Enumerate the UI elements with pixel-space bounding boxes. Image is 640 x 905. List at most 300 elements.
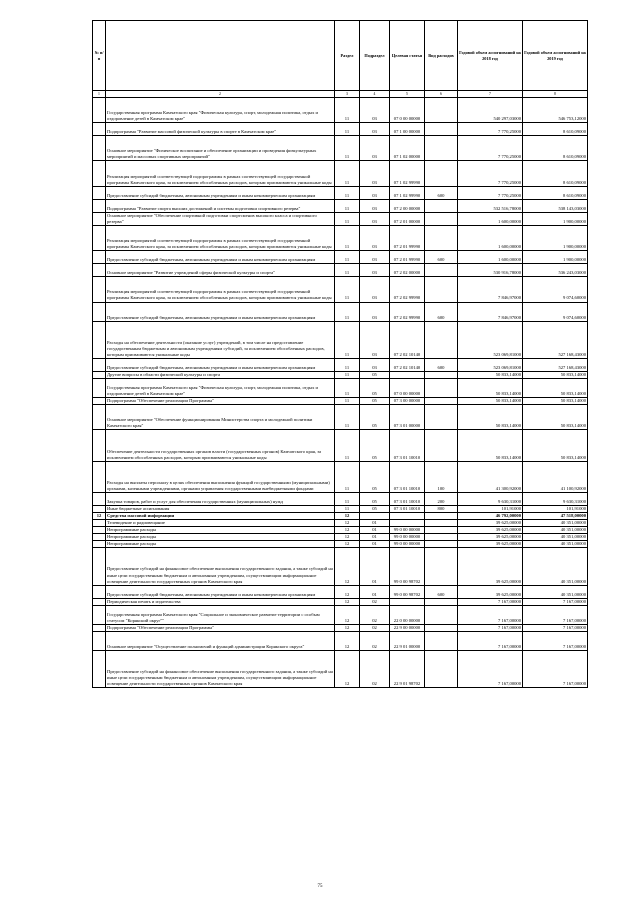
row-razdel: 11 — [335, 98, 360, 123]
row-podrazdel: 01 — [360, 520, 390, 527]
row-amount-2018: 7 167,00000 — [458, 624, 523, 631]
table-row — [93, 534, 588, 541]
table-row — [93, 136, 588, 161]
row-amount-2018: 1 600,00000 — [458, 251, 523, 264]
row-amount-2019: 8 610,09000 — [523, 123, 588, 136]
row-number — [93, 251, 106, 264]
row-amount-2018: 7 770,25000 — [458, 123, 523, 136]
header-2018: Годовой объем ассигнований на 2018 год — [458, 21, 523, 91]
table-row — [93, 186, 588, 199]
row-vr — [425, 123, 458, 136]
row-amount-2019: 40 351,00000 — [523, 534, 588, 541]
row-name: Предоставление субсидий бюджетным, автономным учреждениям и иным некоммерческим организациям — [106, 186, 335, 199]
row-podrazdel: 03 — [360, 264, 390, 277]
row-vr — [425, 225, 458, 250]
row-number — [93, 212, 106, 225]
row-amount-2019: 8 610,09000 — [523, 161, 588, 186]
table-row — [93, 651, 588, 688]
row-amount-2019: 1 900,00000 — [523, 251, 588, 264]
row-podrazdel: 03 — [360, 358, 390, 371]
row-name: Иные бюджетные ассигнования — [106, 506, 335, 513]
row-amount-2018: 46 792,00000 — [458, 513, 523, 520]
row-podrazdel: 05 — [360, 372, 390, 379]
row-amount-2018: 101,91000 — [458, 506, 523, 513]
row-razdel: 11 — [335, 321, 360, 358]
row-vr — [425, 598, 458, 605]
row-razdel: 11 — [335, 123, 360, 136]
row-podrazdel: 03 — [360, 123, 390, 136]
row-amount-2019: 1 900,00000 — [523, 212, 588, 225]
table-row — [93, 585, 588, 598]
row-podrazdel: 03 — [360, 136, 390, 161]
row-vr — [425, 379, 458, 398]
row-amount-2018: 9 630,31000 — [458, 492, 523, 505]
row-name: Непрограммные расходы — [106, 541, 335, 548]
row-razdel: 12 — [335, 624, 360, 631]
table-row — [93, 199, 588, 212]
row-amount-2018: 7 846,97000 — [458, 277, 523, 302]
row-number — [93, 605, 106, 624]
row-razdel: 12 — [335, 541, 360, 548]
row-number — [93, 358, 106, 371]
row-name: Периодическая печать и издательства — [106, 598, 335, 605]
row-vr: 600 — [425, 251, 458, 264]
row-csr: 07 2 02 10140 — [390, 358, 425, 371]
table-row — [93, 372, 588, 379]
row-razdel: 11 — [335, 492, 360, 505]
row-podrazdel: 03 — [360, 98, 390, 123]
row-vr — [425, 199, 458, 212]
row-number — [93, 321, 106, 358]
table-row — [93, 161, 588, 186]
row-podrazdel: 03 — [360, 199, 390, 212]
table-row — [93, 251, 588, 264]
row-podrazdel: 05 — [360, 506, 390, 513]
row-amount-2019: 7 167,00000 — [523, 598, 588, 605]
table-row — [93, 506, 588, 513]
row-vr: 600 — [425, 302, 458, 321]
table-row — [93, 225, 588, 250]
row-name: Государственная программа Камчатского края "Социальное и экономическое развитие территории с особым статусом "Корякский округ"" — [106, 605, 335, 624]
row-podrazdel: 05 — [360, 379, 390, 398]
column-index: 6 — [425, 91, 458, 98]
row-csr: 07 1 02 99990 — [390, 186, 425, 199]
table-row — [93, 212, 588, 225]
row-vr — [425, 98, 458, 123]
row-razdel: 11 — [335, 430, 360, 461]
row-amount-2019: 47 518,00000 — [523, 513, 588, 520]
row-amount-2019: 40 351,00000 — [523, 520, 588, 527]
row-csr: 22 9 01 98702 — [390, 651, 425, 688]
row-number — [93, 398, 106, 405]
row-name: Основное мероприятие "Обеспечение спортивной подготовки спортсменов высокого класса и спортивного резерва" — [106, 212, 335, 225]
table-row — [93, 98, 588, 123]
row-amount-2019: 50 833,14000 — [523, 379, 588, 398]
table-row — [93, 513, 588, 520]
row-name: Основное мероприятие "Развитие учреждений сферы физической культуры и спорта" — [106, 264, 335, 277]
row-vr — [425, 605, 458, 624]
row-amount-2018: 1 600,00000 — [458, 225, 523, 250]
row-vr — [425, 534, 458, 541]
row-name: Закупка товаров, работ и услуг для обеспечения государственных (муниципальных) нужд — [106, 492, 335, 505]
row-csr: 99 0 00 00000 — [390, 534, 425, 541]
row-amount-2018: 532 516,78000 — [458, 199, 523, 212]
row-number — [93, 527, 106, 534]
header-vr: Вид расходов — [425, 21, 458, 91]
row-vr — [425, 136, 458, 161]
row-razdel: 11 — [335, 358, 360, 371]
row-csr: 07 2 02 99990 — [390, 277, 425, 302]
row-amount-2018: 39 625,00000 — [458, 548, 523, 585]
row-csr: 07 2 01 99990 — [390, 251, 425, 264]
table-header-row — [93, 21, 588, 91]
row-csr: 22 9 00 00000 — [390, 624, 425, 631]
row-number — [93, 199, 106, 212]
row-amount-2019: 40 351,00000 — [523, 541, 588, 548]
row-amount-2018: 7 167,00000 — [458, 651, 523, 688]
table-row — [93, 123, 588, 136]
row-name: Непрограммные расходы — [106, 534, 335, 541]
row-razdel: 12 — [335, 598, 360, 605]
row-number — [93, 548, 106, 585]
row-vr — [425, 541, 458, 548]
row-amount-2019: 7 167,00000 — [523, 651, 588, 688]
row-csr: 07 2 01 00000 — [390, 212, 425, 225]
table-row — [93, 321, 588, 358]
row-vr — [425, 548, 458, 585]
row-razdel: 12 — [335, 631, 360, 650]
row-amount-2018: 530 916,78000 — [458, 264, 523, 277]
row-amount-2019: 40 351,00000 — [523, 527, 588, 534]
row-vr — [425, 651, 458, 688]
row-razdel: 11 — [335, 302, 360, 321]
row-amount-2019: 546 753,12000 — [523, 98, 588, 123]
header-razdel: Раздел — [335, 21, 360, 91]
row-amount-2018: 1 600,00000 — [458, 212, 523, 225]
row-name: Реализация мероприятий соответствующей подпрограммы в рамках соответствующей государственной программы Камчатского края, за исключением обособленных расходов, которым присваиваются уникальные коды — [106, 161, 335, 186]
row-amount-2019: 7 167,00000 — [523, 605, 588, 624]
row-number — [93, 136, 106, 161]
row-amount-2018: 523 069,81000 — [458, 358, 523, 371]
row-podrazdel: 05 — [360, 492, 390, 505]
header-podrazdel: Подраздел — [360, 21, 390, 91]
row-razdel: 11 — [335, 379, 360, 398]
row-number — [93, 405, 106, 430]
table-row — [93, 358, 588, 371]
row-vr: 600 — [425, 585, 458, 598]
row-name: Предоставление субсидий бюджетным, автономным учреждениям и иным некоммерческим организациям — [106, 251, 335, 264]
row-csr: 07 2 02 00000 — [390, 264, 425, 277]
row-vr — [425, 161, 458, 186]
row-name: Государственная программа Камчатского края "Физическая культура, спорт, молодежная политика, отдых и оздоровление детей в Камчатском крае" — [106, 379, 335, 398]
page-number: 75 — [317, 884, 323, 889]
row-csr: 99 0 00 00000 — [390, 541, 425, 548]
row-name: Подпрограмма "Развитие массовой физической культуры в спорте в Камчатском крае" — [106, 123, 335, 136]
row-podrazdel: 03 — [360, 161, 390, 186]
row-amount-2018: 39 625,00000 — [458, 585, 523, 598]
row-podrazdel: 03 — [360, 251, 390, 264]
row-podrazdel: 01 — [360, 548, 390, 585]
row-csr — [390, 372, 425, 379]
row-number — [93, 506, 106, 513]
row-podrazdel: 01 — [360, 585, 390, 598]
row-razdel: 11 — [335, 506, 360, 513]
row-vr — [425, 527, 458, 534]
row-vr: 800 — [425, 506, 458, 513]
row-razdel: 12 — [335, 534, 360, 541]
row-csr: 22 9 01 00000 — [390, 631, 425, 650]
table-row — [93, 405, 588, 430]
row-number — [93, 624, 106, 631]
row-podrazdel: 02 — [360, 624, 390, 631]
row-amount-2018: 7 770,25000 — [458, 161, 523, 186]
row-amount-2018: 50 833,14000 — [458, 379, 523, 398]
row-name: Реализация мероприятий соответствующей подпрограммы в рамках соответствующей государственной программы Камчатского края, за исключением обособленных расходов, которым присваиваются уникальные коды — [106, 225, 335, 250]
row-vr: 600 — [425, 186, 458, 199]
row-csr: 07 3 01 10010 — [390, 492, 425, 505]
header-name — [106, 21, 335, 91]
row-razdel: 11 — [335, 251, 360, 264]
column-index-row — [93, 91, 588, 98]
row-name: Государственная программа Камчатского края "Физическая культура, спорт, молодежная политика, отдых и оздоровление детей в Камчатском крае" — [106, 98, 335, 123]
row-razdel: 11 — [335, 225, 360, 250]
row-number: 12 — [93, 513, 106, 520]
column-index: 4 — [360, 91, 390, 98]
row-amount-2019: 8 610,09000 — [523, 186, 588, 199]
row-podrazdel: 05 — [360, 398, 390, 405]
row-vr — [425, 212, 458, 225]
row-csr: 07 1 02 99990 — [390, 161, 425, 186]
row-number — [93, 651, 106, 688]
row-number — [93, 372, 106, 379]
row-csr — [390, 513, 425, 520]
row-name: Подпрограмма "Обеспечение реализации Программы" — [106, 398, 335, 405]
row-amount-2019: 8 610,09000 — [523, 136, 588, 161]
row-razdel: 11 — [335, 264, 360, 277]
row-csr — [390, 598, 425, 605]
row-name: Телевидение и радиовещание — [106, 520, 335, 527]
row-podrazdel: 03 — [360, 225, 390, 250]
row-amount-2018: 50 833,14000 — [458, 372, 523, 379]
row-name: Подпрограмма "Развитие спорта высших достижений и системы подготовки спортивного резерва" — [106, 199, 335, 212]
row-csr: 99 0 00 98702 — [390, 585, 425, 598]
table-row — [93, 492, 588, 505]
row-podrazdel: 01 — [360, 541, 390, 548]
column-index: 3 — [335, 91, 360, 98]
row-csr: 07 1 00 00000 — [390, 123, 425, 136]
row-name: Предоставление субсидий на финансовое обеспечение выполнения государственного задания, а также субсидий на иные цели государственным бюджетным и автономным учреждениям, осуществляющим информационное освещение деятельности государственных органов Камчатского края — [106, 651, 335, 688]
row-csr: 22 0 00 00000 — [390, 605, 425, 624]
table-row — [93, 548, 588, 585]
row-podrazdel — [360, 513, 390, 520]
row-name: Расходы на выплаты персоналу в целях обеспечения выполнения функций государственными (муниципальными) органами, казенными учреждениями, органами управления государственными внебюджетными фондами — [106, 461, 335, 492]
column-index: 2 — [106, 91, 335, 98]
row-number — [93, 461, 106, 492]
table-row — [93, 398, 588, 405]
table-row — [93, 264, 588, 277]
row-vr — [425, 405, 458, 430]
row-amount-2018: 7 770,25000 — [458, 186, 523, 199]
row-number — [93, 123, 106, 136]
row-amount-2018: 39 625,00000 — [458, 520, 523, 527]
row-vr — [425, 398, 458, 405]
row-amount-2019: 9 074,60000 — [523, 302, 588, 321]
row-amount-2019: 1 900,00000 — [523, 225, 588, 250]
row-csr: 99 0 00 00000 — [390, 527, 425, 534]
row-amount-2019: 7 167,00000 — [523, 631, 588, 650]
table-row — [93, 302, 588, 321]
row-razdel: 11 — [335, 398, 360, 405]
row-number — [93, 264, 106, 277]
row-amount-2019: 538 143,03000 — [523, 199, 588, 212]
row-number — [93, 541, 106, 548]
row-number — [93, 225, 106, 250]
table-row — [93, 379, 588, 398]
row-amount-2019: 527 168,43000 — [523, 321, 588, 358]
row-razdel: 12 — [335, 651, 360, 688]
header-num: № п/п — [93, 21, 106, 91]
row-csr — [390, 520, 425, 527]
row-number — [93, 98, 106, 123]
row-vr — [425, 277, 458, 302]
row-csr: 07 2 02 99990 — [390, 302, 425, 321]
row-amount-2018: 50 833,14000 — [458, 398, 523, 405]
row-amount-2019: 50 833,14000 — [523, 430, 588, 461]
row-amount-2019: 40 351,00000 — [523, 548, 588, 585]
row-razdel: 11 — [335, 405, 360, 430]
row-razdel: 11 — [335, 136, 360, 161]
header-csr: Целевая статья — [390, 21, 425, 91]
row-vr — [425, 321, 458, 358]
row-amount-2018: 540 297,03000 — [458, 98, 523, 123]
row-amount-2018: 39 625,00000 — [458, 534, 523, 541]
row-number — [93, 631, 106, 650]
row-amount-2019: 50 833,14000 — [523, 405, 588, 430]
row-amount-2018: 39 625,00000 — [458, 541, 523, 548]
row-podrazdel: 03 — [360, 186, 390, 199]
row-csr: 07 3 01 00000 — [390, 405, 425, 430]
row-name: Основное мероприятие "Обеспечение функционирования Министерства спорта и молодежной политики Камчатского края" — [106, 405, 335, 430]
row-podrazdel: 05 — [360, 405, 390, 430]
row-name: Другие вопросы в области физической культуры и спорта — [106, 372, 335, 379]
row-podrazdel: 02 — [360, 605, 390, 624]
column-index: 5 — [390, 91, 425, 98]
row-vr: 600 — [425, 358, 458, 371]
row-amount-2019: 50 833,14000 — [523, 398, 588, 405]
row-number — [93, 492, 106, 505]
table-row — [93, 520, 588, 527]
row-vr — [425, 624, 458, 631]
row-razdel: 12 — [335, 520, 360, 527]
row-csr: 07 1 02 00000 — [390, 136, 425, 161]
row-name: Основное мероприятие "Осуществление полномочий и функций администрации Корякского округа" — [106, 631, 335, 650]
row-amount-2018: 41 300,92000 — [458, 461, 523, 492]
row-csr: 07 3 01 10010 — [390, 430, 425, 461]
row-csr: 99 0 00 98702 — [390, 548, 425, 585]
row-csr: 07 0 00 00000 — [390, 98, 425, 123]
row-csr: 07 0 00 00000 — [390, 379, 425, 398]
row-razdel: 12 — [335, 548, 360, 585]
row-number — [93, 277, 106, 302]
row-vr — [425, 520, 458, 527]
row-podrazdel: 03 — [360, 277, 390, 302]
row-vr — [425, 264, 458, 277]
row-name: Предоставление субсидий на финансовое обеспечение выполнения государственного задания, а также субсидий на иные цели государственным бюджетным и автономным учреждениям, осуществляющим информационное освещение деятельности государственных органов Камчатского края — [106, 548, 335, 585]
row-csr: 07 3 01 10010 — [390, 506, 425, 513]
row-amount-2019: 41 100,92000 — [523, 461, 588, 492]
row-podrazdel: 01 — [360, 527, 390, 534]
row-name: Подпрограмма "Обеспечение реализации Программы" — [106, 624, 335, 631]
row-podrazdel: 03 — [360, 302, 390, 321]
row-amount-2018: 39 625,00000 — [458, 527, 523, 534]
row-amount-2018: 7 167,00000 — [458, 598, 523, 605]
row-amount-2018: 7 167,00000 — [458, 605, 523, 624]
row-vr — [425, 372, 458, 379]
row-number — [93, 598, 106, 605]
row-name: Обеспечение деятельности государственных органов власти (государственных органов) Камчатского края, за исключением обособленных расходов, которым присваиваются уникальные коды — [106, 430, 335, 461]
row-razdel: 11 — [335, 461, 360, 492]
row-number — [93, 534, 106, 541]
row-number — [93, 430, 106, 461]
row-razdel: 12 — [335, 585, 360, 598]
row-razdel: 11 — [335, 277, 360, 302]
table-row — [93, 605, 588, 624]
table-row — [93, 430, 588, 461]
row-razdel: 12 — [335, 513, 360, 520]
row-amount-2018: 523 069,81000 — [458, 321, 523, 358]
row-name: Непрограммные расходы — [106, 527, 335, 534]
row-name: Предоставление субсидий бюджетным, автономным учреждениям и иным некоммерческим организациям — [106, 358, 335, 371]
row-amount-2019: 50 833,14000 — [523, 372, 588, 379]
row-amount-2019: 527 168,43000 — [523, 358, 588, 371]
row-razdel: 12 — [335, 527, 360, 534]
row-razdel: 11 — [335, 186, 360, 199]
row-amount-2019: 40 351,00000 — [523, 585, 588, 598]
row-podrazdel: 05 — [360, 430, 390, 461]
row-name: Расходы на обеспечение деятельности (оказание услуг) учреждений, в том числе на предоставление государственным бюджетным и автономным учреждениям субсидий, за исключением обособленных расходов, которым присваиваются уникальные коды — [106, 321, 335, 358]
budget-table — [92, 20, 588, 688]
row-razdel: 11 — [335, 372, 360, 379]
row-name: Реализация мероприятий соответствующей подпрограммы в рамках соответствующей государственной программы Камчатского края, за исключением обособленных расходов, которым присваиваются уникальные коды — [106, 277, 335, 302]
row-csr: 07 2 02 10140 — [390, 321, 425, 358]
row-number — [93, 161, 106, 186]
row-amount-2018: 7 770,25000 — [458, 136, 523, 161]
row-csr: 07 3 01 10010 — [390, 461, 425, 492]
table-row — [93, 624, 588, 631]
column-index: 1 — [93, 91, 106, 98]
table-row — [93, 598, 588, 605]
table-row — [93, 277, 588, 302]
row-amount-2019: 536 243,03000 — [523, 264, 588, 277]
row-vr — [425, 430, 458, 461]
row-amount-2018: 7 846,97000 — [458, 302, 523, 321]
table-body — [93, 91, 588, 688]
row-podrazdel: 03 — [360, 212, 390, 225]
row-csr: 07 2 00 00000 — [390, 199, 425, 212]
column-index: 8 — [523, 91, 588, 98]
row-number — [93, 302, 106, 321]
row-number — [93, 186, 106, 199]
row-csr: 07 2 01 99990 — [390, 225, 425, 250]
row-name: Предоставление субсидий бюджетным, автономным учреждениям и иным некоммерческим организациям — [106, 302, 335, 321]
row-vr — [425, 631, 458, 650]
row-podrazdel: 03 — [360, 321, 390, 358]
table-row — [93, 541, 588, 548]
row-number — [93, 379, 106, 398]
row-amount-2018: 7 167,00000 — [458, 631, 523, 650]
budget-sheet — [92, 20, 587, 688]
row-amount-2019: 9 630,31000 — [523, 492, 588, 505]
